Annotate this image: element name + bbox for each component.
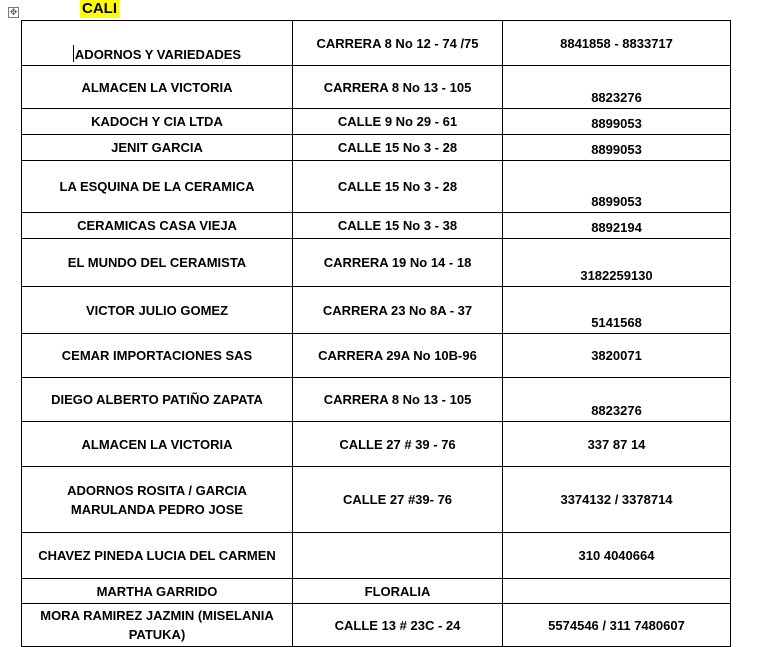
- phone-cell[interactable]: 8899053: [503, 135, 731, 161]
- address-cell[interactable]: [293, 533, 503, 579]
- address-cell[interactable]: FLORALIA: [293, 579, 503, 604]
- name-cell[interactable]: CEMAR IMPORTACIONES SAS: [22, 334, 293, 378]
- name-cell[interactable]: MORA RAMIREZ JAZMIN (MISELANIA PATUKA): [22, 604, 293, 647]
- address-cell[interactable]: CARRERA 29A No 10B-96: [293, 334, 503, 378]
- phone-cell[interactable]: 3374132 / 3378714: [503, 467, 731, 533]
- table-row: [22, 378, 731, 422]
- table-row: [22, 135, 731, 161]
- address-cell[interactable]: CALLE 13 # 23C - 24: [293, 604, 503, 647]
- name-cell[interactable]: ADORNOS Y VARIEDADES: [22, 21, 293, 66]
- phone-cell[interactable]: 8823276: [503, 378, 731, 422]
- phone-cell[interactable]: 8899053: [503, 109, 731, 135]
- name-cell[interactable]: VICTOR JULIO GOMEZ: [22, 287, 293, 334]
- phone-cell[interactable]: 8899053: [503, 161, 731, 213]
- name-cell[interactable]: ALMACEN LA VICTORIA: [22, 422, 293, 467]
- name-cell[interactable]: JENIT GARCIA: [22, 135, 293, 161]
- address-cell[interactable]: CARRERA 8 No 12 - 74 /75: [293, 21, 503, 66]
- phone-cell[interactable]: 8823276: [503, 66, 731, 109]
- phone-cell[interactable]: 5574546 / 311 7480607: [503, 604, 731, 647]
- table-row: [22, 66, 731, 109]
- phone-cell[interactable]: [503, 579, 731, 604]
- name-cell[interactable]: CHAVEZ PINEDA LUCIA DEL CARMEN: [22, 533, 293, 579]
- table-row: [22, 579, 731, 604]
- address-cell[interactable]: CALLE 15 No 3 - 28: [293, 161, 503, 213]
- table-row: [22, 422, 731, 467]
- address-cell[interactable]: CALLE 9 No 29 - 61: [293, 109, 503, 135]
- table-row: [22, 287, 731, 334]
- table-row: [22, 604, 731, 647]
- table-row: [22, 213, 731, 239]
- phone-cell[interactable]: 8841858 - 8833717: [503, 21, 731, 66]
- address-cell[interactable]: CARRERA 8 No 13 - 105: [293, 378, 503, 422]
- name-cell[interactable]: MARTHA GARRIDO: [22, 579, 293, 604]
- phone-cell[interactable]: 5141568: [503, 287, 731, 334]
- table-row: [22, 334, 731, 378]
- address-cell[interactable]: CARRERA 19 No 14 - 18: [293, 239, 503, 287]
- address-cell[interactable]: CALLE 15 No 3 - 28: [293, 135, 503, 161]
- name-cell[interactable]: CERAMICAS CASA VIEJA: [22, 213, 293, 239]
- table-row: [22, 109, 731, 135]
- phone-cell[interactable]: 3182259130: [503, 239, 731, 287]
- contacts-table: [21, 20, 731, 647]
- name-cell[interactable]: LA ESQUINA DE LA CERAMICA: [22, 161, 293, 213]
- table-row: [22, 533, 731, 579]
- address-cell[interactable]: CARRERA 8 No 13 - 105: [293, 66, 503, 109]
- phone-cell[interactable]: 337 87 14: [503, 422, 731, 467]
- address-cell[interactable]: CALLE 27 # 39 - 76: [293, 422, 503, 467]
- table-row: [22, 467, 731, 533]
- table-move-handle-icon[interactable]: ✥: [9, 7, 18, 17]
- phone-cell[interactable]: 310 4040664: [503, 533, 731, 579]
- address-cell[interactable]: CALLE 27 #39- 76: [293, 467, 503, 533]
- table-row: [22, 161, 731, 213]
- table-row: [22, 239, 731, 287]
- phone-cell[interactable]: 3820071: [503, 334, 731, 378]
- address-cell[interactable]: CARRERA 23 No 8A - 37: [293, 287, 503, 334]
- name-cell[interactable]: DIEGO ALBERTO PATIÑO ZAPATA: [22, 378, 293, 422]
- name-cell[interactable]: KADOCH Y CIA LTDA: [22, 109, 293, 135]
- table-row: [22, 21, 731, 66]
- name-cell[interactable]: ALMACEN LA VICTORIA: [22, 66, 293, 109]
- address-cell[interactable]: CALLE 15 No 3 - 38: [293, 213, 503, 239]
- text-cursor: [73, 45, 74, 62]
- phone-cell[interactable]: 8892194: [503, 213, 731, 239]
- name-cell[interactable]: ADORNOS ROSITA / GARCIA MARULANDA PEDRO JOSE: [22, 467, 293, 533]
- name-cell[interactable]: EL MUNDO DEL CERAMISTA: [22, 239, 293, 287]
- city-heading: CALI: [82, 0, 117, 17]
